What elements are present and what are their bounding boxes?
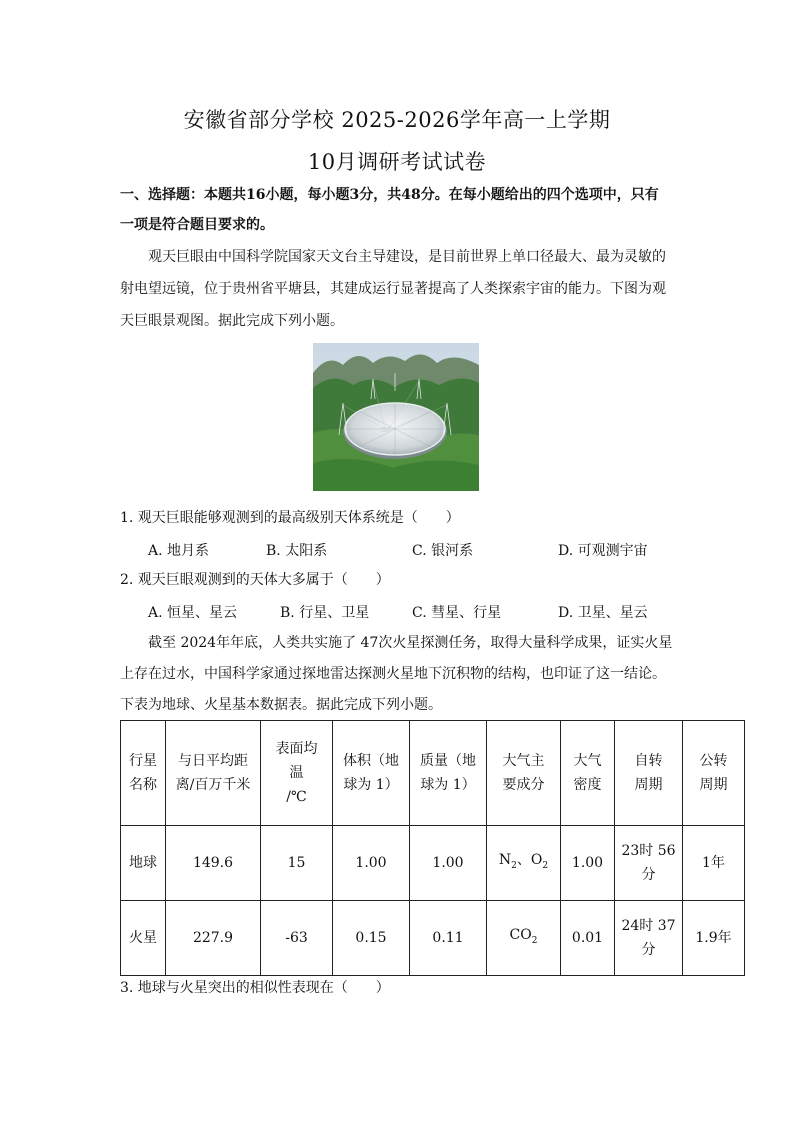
cell-atmosphere: $N_2$、$O_2$ [487, 826, 561, 901]
passage2-line3: 下表为地球、火星基本数据表。据此完成下列小题。 [120, 697, 442, 713]
q1-option-d[interactable]: D. 可观测宇宙 [558, 543, 648, 559]
question-1-stem: 1. 观天巨眼能够观测到的最高级别天体系统是（ ） [120, 510, 460, 526]
cell-mass: 1.00 [410, 826, 487, 901]
question-1-options [148, 540, 668, 560]
header-temperature: 表面均 温 /℃ [261, 721, 333, 826]
question-3-stem: 3. 地球与火星突出的相似性表现在（ ） [120, 980, 390, 996]
q2-option-a[interactable]: A. 恒星、星云 [148, 605, 238, 621]
header-mass: 质量（地 球为 1） [410, 721, 487, 826]
header-volume: 体积（地 球为 1） [333, 721, 410, 826]
table-row-earth [121, 826, 745, 901]
header-distance: 与日平均距 离/百万千米 [166, 721, 261, 826]
cell-rotation: 24时 37 分 [615, 901, 683, 976]
cell-name: 火星 [121, 901, 166, 976]
exam-title-line2: 10月调研考试试卷 [307, 150, 487, 174]
cell-temperature: -63 [261, 901, 333, 976]
question-2-options [148, 602, 668, 622]
q1-option-b[interactable]: B. 太阳系 [266, 543, 328, 559]
cell-distance: 149.6 [166, 826, 261, 901]
section-instructions-line1: 一、选择题：本题共16小题，每小题3分，共48分。在每小题给出的四个选项中，只有 [120, 187, 659, 203]
cell-density: 1.00 [561, 826, 615, 901]
cell-volume: 0.15 [333, 901, 410, 976]
cell-temperature: 15 [261, 826, 333, 901]
planet-data-table [120, 720, 745, 976]
header-revolution: 公转 周期 [683, 721, 745, 826]
header-rotation: 自转 周期 [615, 721, 683, 826]
passage1-line3: 天巨眼景观图。据此完成下列小题。 [120, 313, 344, 329]
cell-revolution: 1.9年 [683, 901, 745, 976]
section-instructions-line2: 一项是符合题目要求的。 [120, 217, 274, 233]
header-atmosphere: 大气主 要成分 [487, 721, 561, 826]
cell-rotation: 23时 56 分 [615, 826, 683, 901]
header-density: 大气 密度 [561, 721, 615, 826]
fast-telescope-photo [313, 343, 479, 491]
cell-name: 地球 [121, 826, 166, 901]
cell-revolution: 1年 [683, 826, 745, 901]
q2-option-c[interactable]: C. 彗星、行星 [412, 605, 502, 621]
passage1-line1: 观天巨眼由中国科学院国家天文台主导建设，是目前世界上单口径最大、最为灵敏的 [148, 249, 666, 265]
q1-option-a[interactable]: A. 地月系 [148, 543, 210, 559]
passage2-line1: 截至 2024年年底，人类共实施了 47次火星探测任务，取得大量科学成果，证实火星 [148, 635, 673, 651]
passage2-line2: 上存在过水，中国科学家通过探地雷达探测火星地下沉积物的结构，也印证了这一结论。 [120, 666, 666, 682]
cell-atmosphere: $CO_2$ [487, 901, 561, 976]
passage1-line2: 射电望远镜，位于贵州省平塘县，其建成运行显著提高了人类探索宇宙的能力。下图为观 [120, 281, 666, 297]
cell-density: 0.01 [561, 901, 615, 976]
cell-distance: 227.9 [166, 901, 261, 976]
question-2-stem: 2. 观天巨眼观测到的天体大多属于（ ） [120, 572, 390, 588]
table-row-mars [121, 901, 745, 976]
cell-volume: 1.00 [333, 826, 410, 901]
table-header-row [121, 721, 745, 826]
q2-option-d[interactable]: D. 卫星、星云 [558, 605, 648, 621]
q2-option-b[interactable]: B. 行星、卫星 [280, 605, 370, 621]
q1-option-c[interactable]: C. 银河系 [412, 543, 474, 559]
cell-mass: 0.11 [410, 901, 487, 976]
exam-title-line1: 安徽省部分学校 2025-2026学年高一上学期 [183, 108, 611, 132]
header-planet-name: 行星 名称 [121, 721, 166, 826]
